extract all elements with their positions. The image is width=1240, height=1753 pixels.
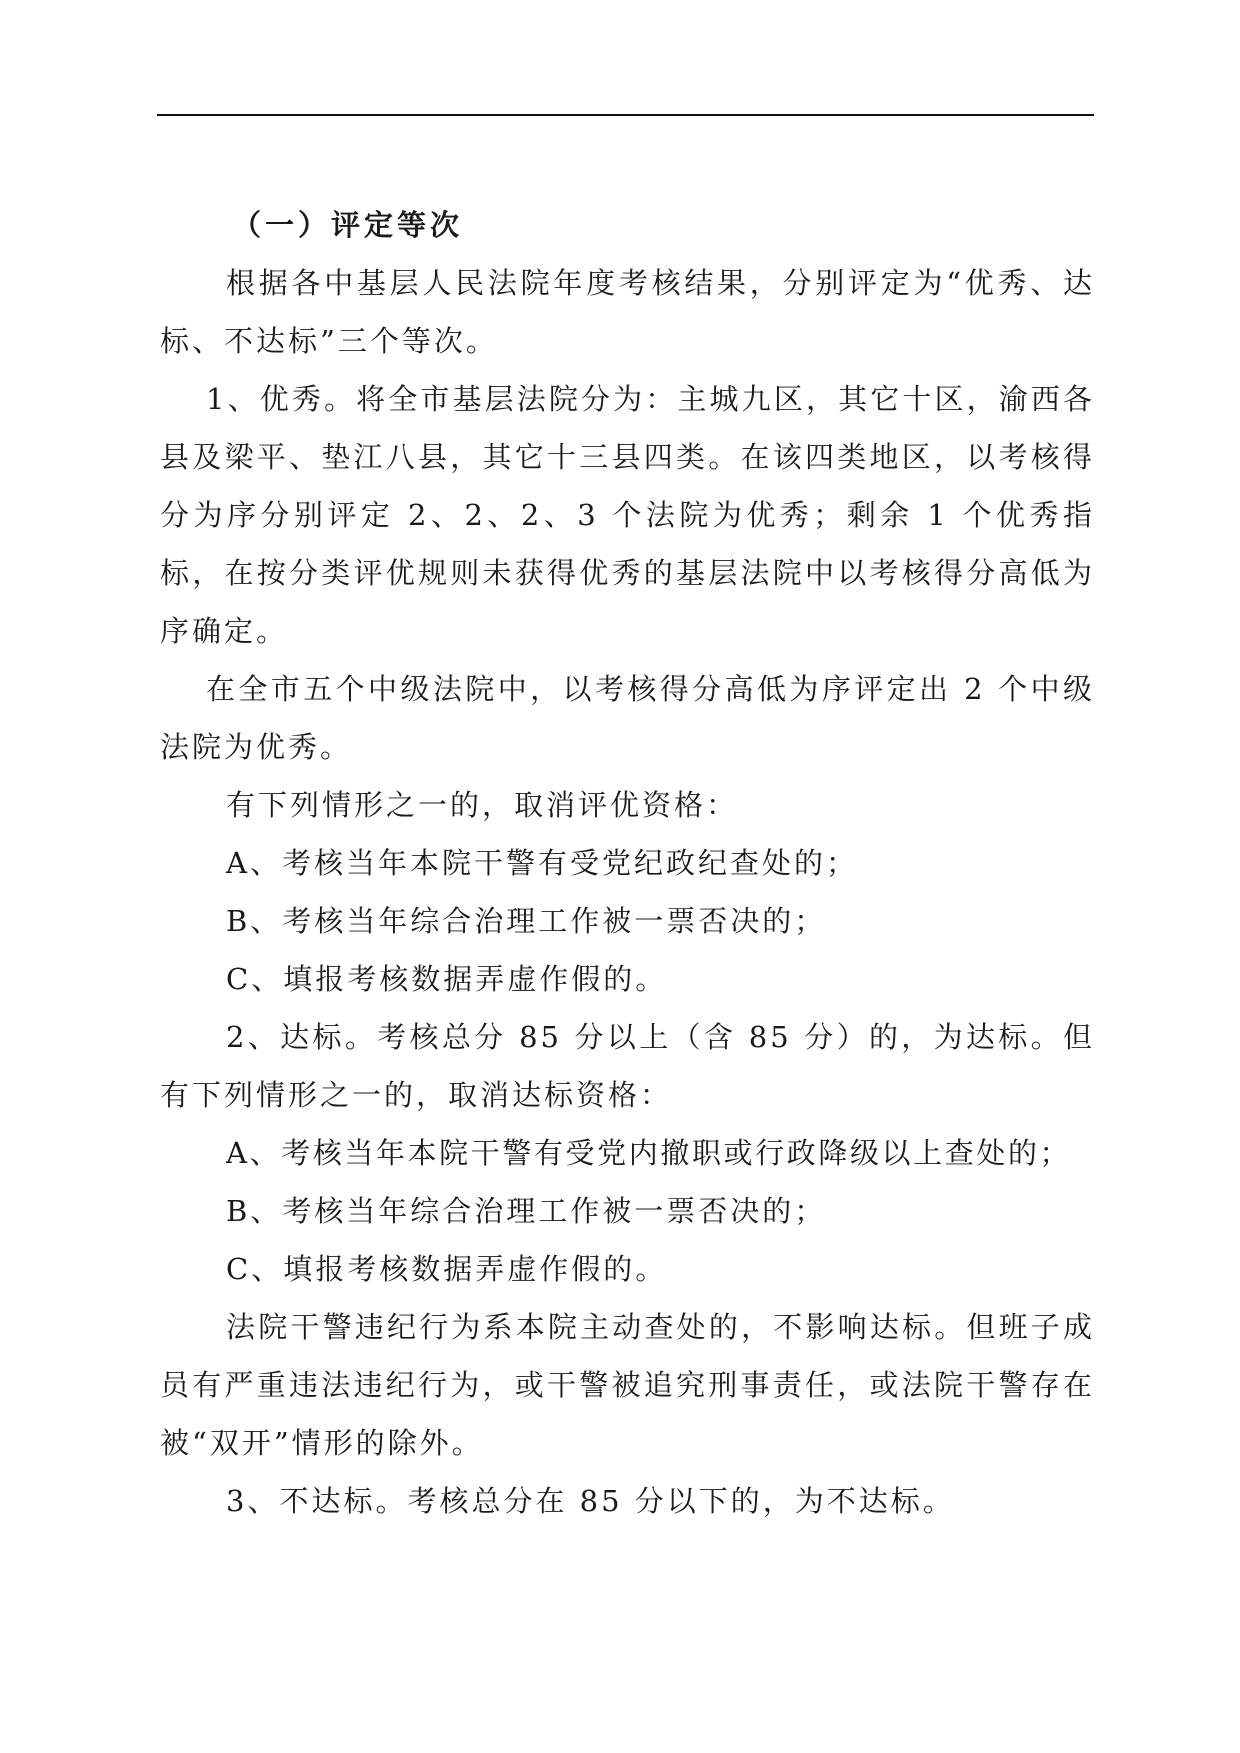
paragraph-rating-intro: 根据各中基层人民法院年度考核结果，分别评定为“优秀、达标、不达标”三个等次。	[160, 266, 1095, 358]
list-item-excellent-c: C、填报考核数据弄虚作假的。	[226, 962, 668, 996]
paragraph-standard: 2、达标。考核总分 85 分以上（含 85 分）的，为达标。但有下列情形之一的，取消达标资格：	[160, 1020, 1095, 1112]
paragraph-excellent: 1、优秀。将全市基层法院分为：主城九区，其它十区，渝西各县及梁平、垫江八县，其它十三县四类。在该四类地区，以考核得分为序分别评定 2、2、2、3 个法院为优秀；剩余 1 个优秀指标，在按分类评优规则未获得优秀的基层法院中以考核得分高低为序确定。	[160, 382, 1095, 648]
list-item-excellent-b: B、考核当年综合治理工作被一票否决的；	[226, 904, 827, 938]
paragraph-disqualify-excellent: 有下列情形之一的，取消评优资格：	[226, 788, 739, 822]
paragraph-not-standard: 3、不达标。考核总分在 85 分以下的，为不达标。	[226, 1484, 955, 1518]
list-item-standard-b: B、考核当年综合治理工作被一票否决的；	[226, 1194, 827, 1228]
list-item-standard-a: A、考核当年本院干警有受党内撤职或行政降级以上查处的；	[226, 1136, 1072, 1170]
document-body	[160, 196, 1095, 1530]
paragraph-intermediate-courts: 在全市五个中级法院中，以考核得分高低为序评定出 2 个中级法院为优秀。	[160, 672, 1095, 764]
list-item-standard-c: C、填报考核数据弄虚作假的。	[226, 1252, 668, 1286]
section-heading: （一）评定等次	[232, 208, 464, 242]
paragraph-standard-exception: 法院干警违纪行为系本院主动查处的，不影响达标。但班子成员有严重违法违纪行为，或干警被追究刑事责任，或法院干警存在被“双开”情形的除外。	[160, 1310, 1095, 1460]
list-item-excellent-a: A、考核当年本院干警有受党纪政纪查处的；	[226, 846, 858, 880]
header-rule	[157, 114, 1094, 116]
